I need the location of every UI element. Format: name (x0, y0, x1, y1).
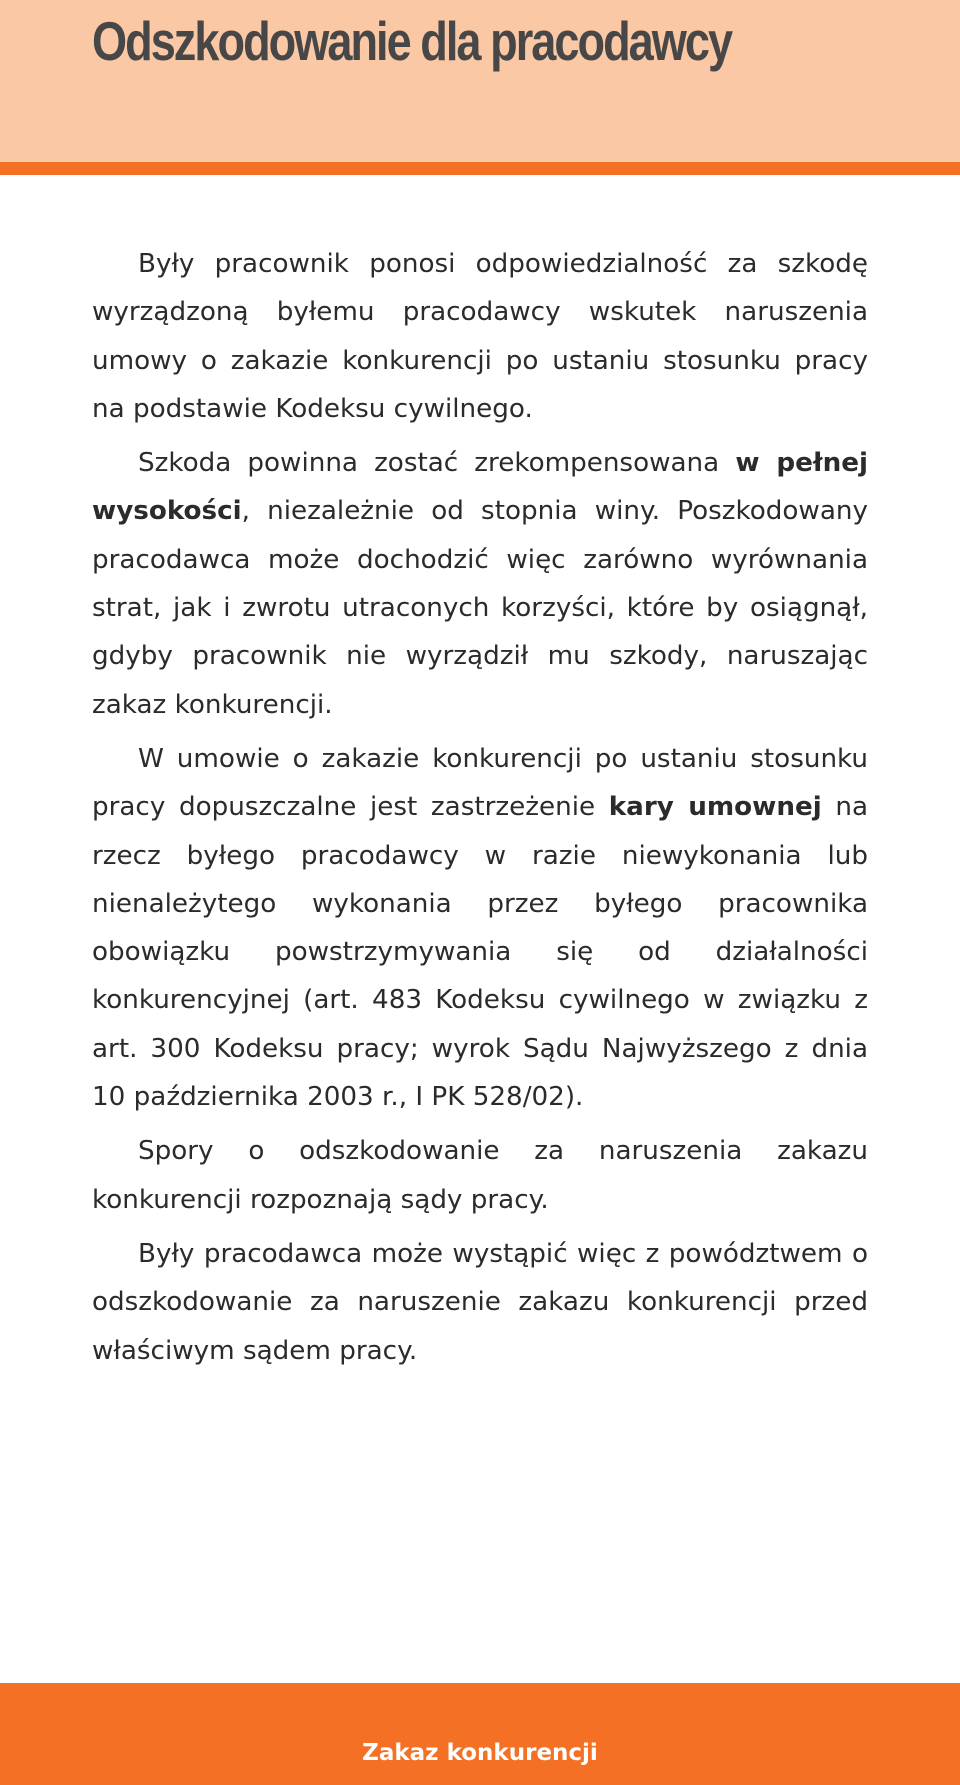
paragraph-contractual-penalty (92, 735, 868, 1121)
page-title: Odszkodowanie dla pracodawcy (92, 10, 732, 72)
emphasis-contractual-penalty: kary umownej (608, 792, 822, 823)
body-text (92, 240, 868, 1381)
header-divider (0, 162, 960, 175)
paragraph-text: , niezależnie od stopnia winy. Poszkodowany pracodawca może dochodzić więc zarówno wyrównania strat, jak i zwrotu utraconych korzyści, które by osiągnął, gdyby pracownik nie wyrządził mu szkody, naruszając zakaz konkurencji. (92, 496, 868, 720)
paragraph-text: Spory o odszkodowanie za naruszenia zakazu konkurencji rozpoznają sądy pracy. (92, 1136, 868, 1215)
paragraph-text: na rzecz byłego pracodawcy w razie niewykonania lub nienależytego wykonania przez byłego pracownika obowiązku powstrzymywania się od działalności konkurencyjnej (art. 483 Kodeksu cywilnego w związku z art. 300 Kodeksu pracy; wyrok Sądu Najwyższego z dnia 10 października 2003 r., I PK 528/02). (92, 792, 868, 1113)
paragraph-labour-courts (92, 1127, 868, 1224)
footer-section-label: Zakaz konkurencji (362, 1740, 598, 1766)
paragraph-text: W umowie o zakazie konkurencji po ustaniu stosunku pracy dopuszczalne jest zastrzeżenie (92, 743, 868, 823)
paragraph-text: Były pracodawca może wystąpić więc z powództwem o odszkodowanie za naruszenie zakazu konkurencji przed właściwym sądem pracy. (92, 1238, 868, 1366)
header-band (0, 0, 960, 162)
paragraph-compensation (92, 439, 868, 729)
paragraph-lawsuit (92, 1230, 868, 1375)
footer-band (0, 1683, 960, 1785)
paragraph-text: Były pracownik ponosi odpowiedzialność za szkodę wyrządzoną byłemu pracodawcy wskutek naruszenia umowy o zakazie konkurencji po ustaniu stosunku pracy na podstawie Kodeksu cywilnego. (92, 249, 868, 424)
paragraph-liability (92, 240, 868, 433)
paragraph-text: Szkoda powinna zostać zrekompensowana (138, 448, 736, 479)
emphasis-full-amount: w pełnej wysokości (92, 448, 868, 527)
